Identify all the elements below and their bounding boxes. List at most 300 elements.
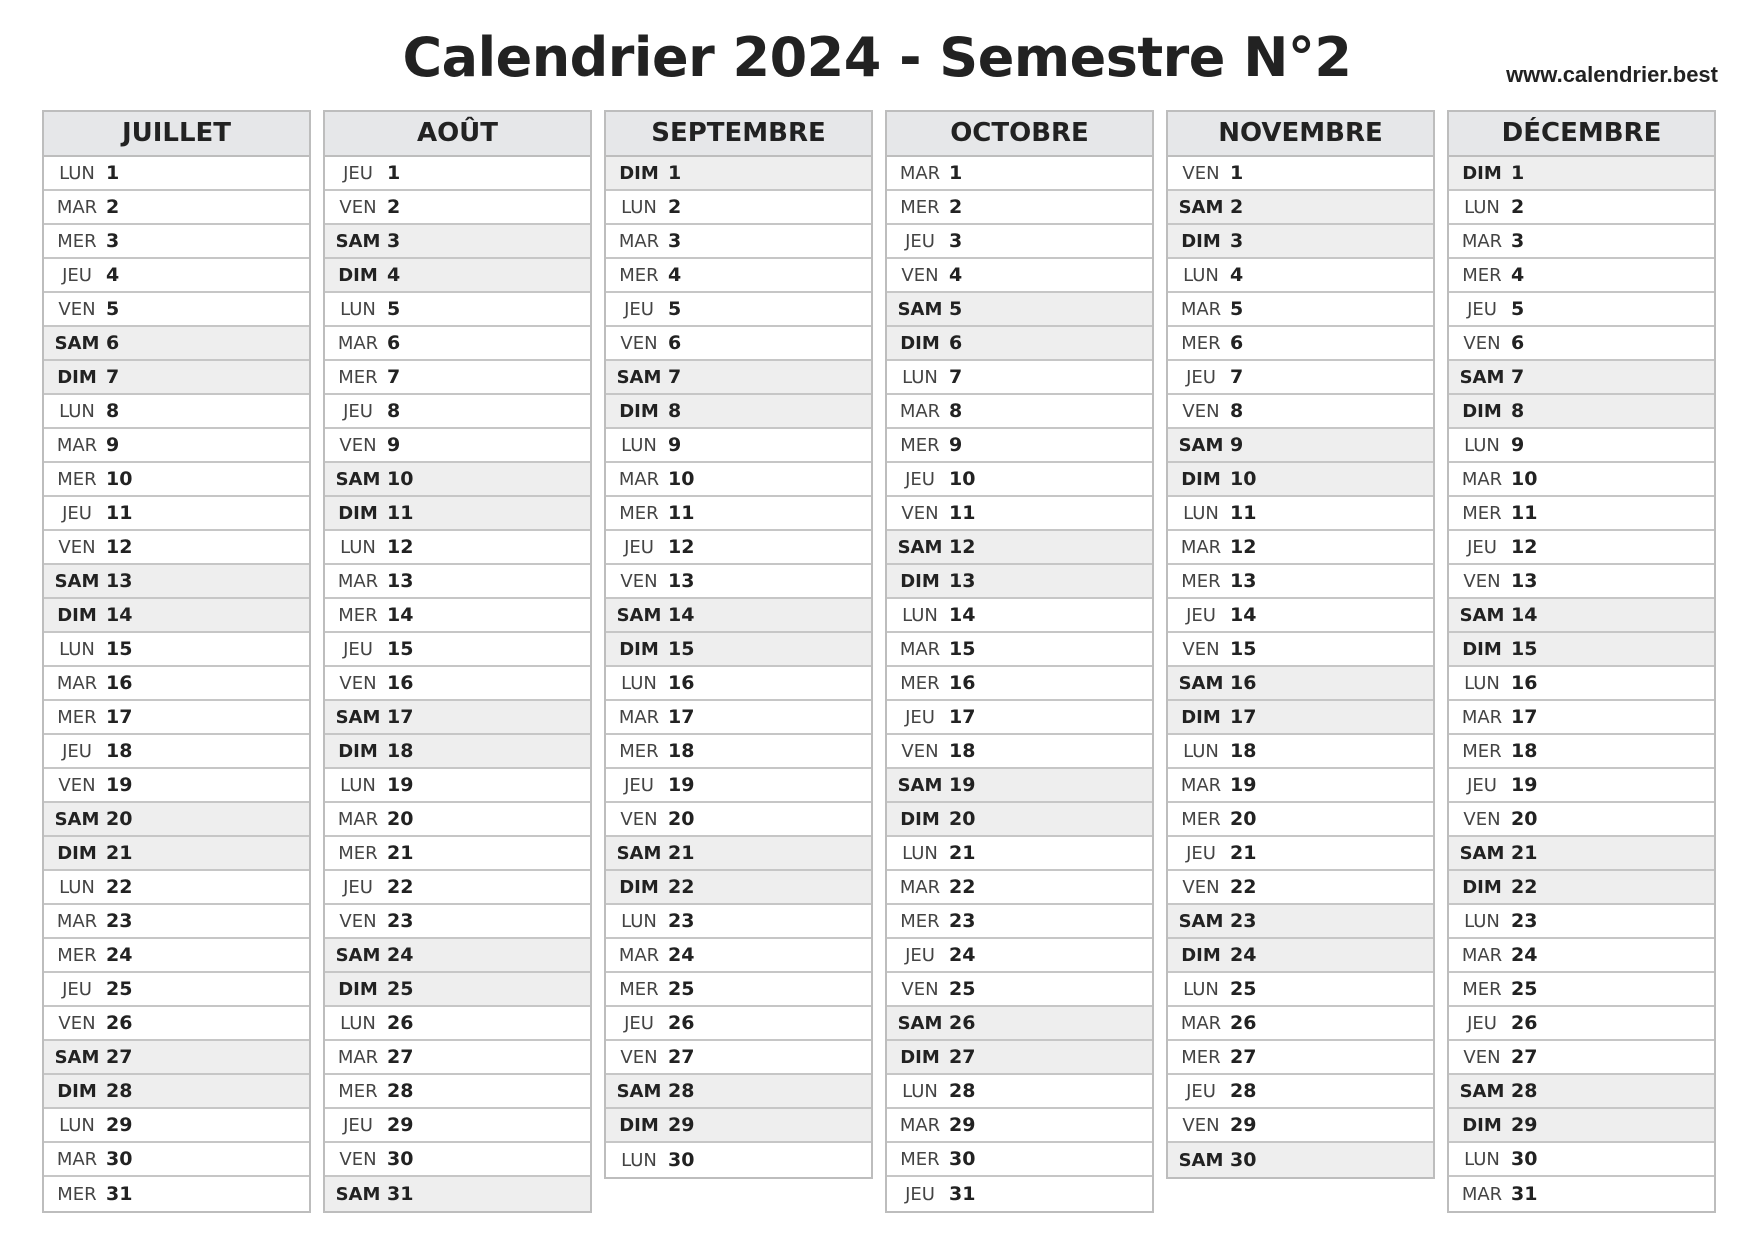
day-number: 4 bbox=[1230, 264, 1244, 286]
day-of-week: JEU bbox=[343, 162, 373, 184]
day-row bbox=[887, 225, 1152, 259]
day-number: 14 bbox=[387, 604, 414, 626]
day-row bbox=[1168, 497, 1433, 531]
day-number: 7 bbox=[1511, 366, 1525, 388]
day-number: 1 bbox=[387, 162, 401, 184]
month-header: OCTOBRE bbox=[887, 112, 1152, 157]
day-row bbox=[887, 259, 1152, 293]
day-row bbox=[1168, 973, 1433, 1007]
day-of-week: LUN bbox=[340, 298, 376, 320]
month-header: SEPTEMBRE bbox=[606, 112, 871, 157]
day-of-week: LUN bbox=[902, 366, 938, 388]
day-row bbox=[1168, 463, 1433, 497]
day-number: 1 bbox=[668, 162, 682, 184]
day-of-week: DIM bbox=[57, 842, 97, 864]
day-number: 16 bbox=[1230, 672, 1257, 694]
day-row bbox=[887, 769, 1152, 803]
day-number: 19 bbox=[387, 774, 414, 796]
day-of-week: MER bbox=[1462, 264, 1502, 286]
day-of-week: MAR bbox=[1461, 1183, 1503, 1205]
day-number: 28 bbox=[1511, 1080, 1538, 1102]
day-of-week: LUN bbox=[59, 876, 95, 898]
day-of-week: MER bbox=[57, 230, 97, 252]
day-number: 9 bbox=[106, 434, 120, 456]
day-number: 12 bbox=[387, 536, 414, 558]
day-number: 8 bbox=[1511, 400, 1525, 422]
day-number: 26 bbox=[949, 1012, 976, 1034]
day-of-week: MAR bbox=[1461, 468, 1503, 490]
day-of-week: SAM bbox=[1178, 672, 1224, 694]
day-of-week: SAM bbox=[897, 536, 943, 558]
day-number: 13 bbox=[387, 570, 414, 592]
day-of-week: VEN bbox=[58, 774, 96, 796]
day-number: 20 bbox=[1511, 808, 1538, 830]
day-row bbox=[44, 1177, 309, 1211]
day-number: 10 bbox=[1230, 468, 1257, 490]
day-of-week: LUN bbox=[902, 604, 938, 626]
day-of-week: JEU bbox=[62, 740, 92, 762]
day-of-week: SAM bbox=[1178, 910, 1224, 932]
day-of-week: JEU bbox=[343, 400, 373, 422]
day-number: 9 bbox=[1511, 434, 1525, 456]
day-of-week: MAR bbox=[899, 162, 941, 184]
day-number: 31 bbox=[106, 1183, 133, 1205]
day-number: 16 bbox=[1511, 672, 1538, 694]
day-row bbox=[44, 973, 309, 1007]
day-row bbox=[1168, 837, 1433, 871]
day-row bbox=[887, 1007, 1152, 1041]
day-row bbox=[44, 803, 309, 837]
day-row bbox=[1168, 531, 1433, 565]
day-of-week: JEU bbox=[62, 264, 92, 286]
day-of-week: LUN bbox=[1464, 434, 1500, 456]
day-of-week: VEN bbox=[339, 434, 377, 456]
day-of-week: SAM bbox=[54, 1046, 100, 1068]
day-number: 23 bbox=[1511, 910, 1538, 932]
day-number: 22 bbox=[106, 876, 133, 898]
day-row bbox=[1449, 1007, 1714, 1041]
day-number: 25 bbox=[387, 978, 414, 1000]
day-row bbox=[44, 939, 309, 973]
day-row bbox=[325, 429, 590, 463]
day-of-week: SAM bbox=[1459, 842, 1505, 864]
day-row bbox=[887, 191, 1152, 225]
day-of-week: JEU bbox=[624, 1012, 654, 1034]
day-number: 10 bbox=[387, 468, 414, 490]
day-row bbox=[887, 327, 1152, 361]
day-row bbox=[44, 1075, 309, 1109]
day-of-week: MAR bbox=[56, 196, 98, 218]
day-of-week: MAR bbox=[1461, 944, 1503, 966]
day-row bbox=[1449, 463, 1714, 497]
day-number: 9 bbox=[668, 434, 682, 456]
day-row bbox=[44, 735, 309, 769]
day-of-week: MAR bbox=[1180, 774, 1222, 796]
day-row bbox=[606, 191, 871, 225]
day-row bbox=[606, 1007, 871, 1041]
day-row bbox=[325, 395, 590, 429]
day-number: 11 bbox=[949, 502, 976, 524]
day-of-week: MAR bbox=[618, 706, 660, 728]
day-of-week: VEN bbox=[1182, 1114, 1220, 1136]
day-row bbox=[887, 1041, 1152, 1075]
day-of-week: LUN bbox=[1183, 978, 1219, 1000]
day-number: 27 bbox=[949, 1046, 976, 1068]
day-row bbox=[44, 701, 309, 735]
day-of-week: DIM bbox=[1462, 876, 1502, 898]
day-row bbox=[325, 1143, 590, 1177]
day-number: 24 bbox=[668, 944, 695, 966]
day-row bbox=[1449, 803, 1714, 837]
day-of-week: DIM bbox=[1462, 638, 1502, 660]
day-row bbox=[1449, 259, 1714, 293]
day-of-week: MAR bbox=[1461, 230, 1503, 252]
day-row bbox=[1449, 769, 1714, 803]
day-row bbox=[1449, 1109, 1714, 1143]
day-of-week: SAM bbox=[1459, 1080, 1505, 1102]
month-header: JUILLET bbox=[44, 112, 309, 157]
day-of-week: VEN bbox=[1182, 638, 1220, 660]
day-of-week: MER bbox=[57, 1183, 97, 1205]
day-row bbox=[325, 871, 590, 905]
day-row bbox=[1168, 701, 1433, 735]
day-number: 7 bbox=[387, 366, 401, 388]
day-number: 15 bbox=[387, 638, 414, 660]
day-row bbox=[325, 701, 590, 735]
day-number: 3 bbox=[1511, 230, 1525, 252]
day-of-week: JEU bbox=[1467, 536, 1497, 558]
day-row bbox=[1168, 769, 1433, 803]
day-of-week: LUN bbox=[340, 1012, 376, 1034]
day-row bbox=[325, 633, 590, 667]
day-number: 16 bbox=[106, 672, 133, 694]
day-number: 2 bbox=[668, 196, 682, 218]
day-of-week: LUN bbox=[340, 774, 376, 796]
day-row bbox=[1168, 905, 1433, 939]
day-of-week: MER bbox=[1462, 740, 1502, 762]
months-grid bbox=[42, 110, 1716, 1220]
day-number: 8 bbox=[387, 400, 401, 422]
day-row bbox=[1449, 939, 1714, 973]
day-of-week: VEN bbox=[620, 808, 658, 830]
day-row bbox=[325, 1041, 590, 1075]
day-of-week: MER bbox=[1181, 1046, 1221, 1068]
day-row bbox=[1449, 1177, 1714, 1211]
day-of-week: VEN bbox=[620, 1046, 658, 1068]
day-row bbox=[325, 565, 590, 599]
day-row bbox=[887, 1143, 1152, 1177]
day-number: 22 bbox=[1230, 876, 1257, 898]
day-of-week: SAM bbox=[616, 604, 662, 626]
day-number: 12 bbox=[1511, 536, 1538, 558]
day-number: 4 bbox=[668, 264, 682, 286]
month-column bbox=[1447, 110, 1716, 1213]
day-number: 4 bbox=[949, 264, 963, 286]
day-row bbox=[887, 735, 1152, 769]
day-number: 19 bbox=[668, 774, 695, 796]
day-number: 4 bbox=[1511, 264, 1525, 286]
day-row bbox=[1449, 1143, 1714, 1177]
day-row bbox=[1168, 871, 1433, 905]
day-of-week: DIM bbox=[619, 162, 659, 184]
day-number: 25 bbox=[106, 978, 133, 1000]
day-of-week: SAM bbox=[54, 808, 100, 830]
day-of-week: JEU bbox=[905, 706, 935, 728]
day-row bbox=[1449, 191, 1714, 225]
day-row bbox=[325, 905, 590, 939]
day-row bbox=[1449, 531, 1714, 565]
day-of-week: MER bbox=[57, 706, 97, 728]
day-row bbox=[1449, 973, 1714, 1007]
day-row bbox=[325, 531, 590, 565]
day-row bbox=[325, 157, 590, 191]
day-row bbox=[887, 157, 1152, 191]
day-of-week: VEN bbox=[339, 910, 377, 932]
day-of-week: LUN bbox=[902, 1080, 938, 1102]
day-row bbox=[1449, 837, 1714, 871]
day-number: 10 bbox=[1511, 468, 1538, 490]
day-row bbox=[1168, 1109, 1433, 1143]
day-of-week: MER bbox=[1181, 808, 1221, 830]
day-of-week: DIM bbox=[1181, 230, 1221, 252]
day-row bbox=[887, 633, 1152, 667]
day-number: 5 bbox=[949, 298, 963, 320]
day-number: 8 bbox=[949, 400, 963, 422]
day-row bbox=[606, 1143, 871, 1177]
day-row bbox=[606, 565, 871, 599]
day-number: 31 bbox=[1511, 1183, 1538, 1205]
day-row bbox=[325, 293, 590, 327]
day-of-week: MAR bbox=[56, 672, 98, 694]
day-row bbox=[606, 905, 871, 939]
day-of-week: JEU bbox=[62, 978, 92, 1000]
day-row bbox=[325, 327, 590, 361]
day-of-week: MAR bbox=[899, 876, 941, 898]
day-of-week: SAM bbox=[54, 332, 100, 354]
day-of-week: JEU bbox=[343, 876, 373, 898]
day-row bbox=[1168, 293, 1433, 327]
day-row bbox=[44, 633, 309, 667]
day-number: 24 bbox=[1230, 944, 1257, 966]
day-of-week: JEU bbox=[1186, 604, 1216, 626]
day-of-week: MER bbox=[338, 366, 378, 388]
day-number: 26 bbox=[106, 1012, 133, 1034]
day-number: 28 bbox=[387, 1080, 414, 1102]
day-number: 17 bbox=[949, 706, 976, 728]
day-number: 1 bbox=[106, 162, 120, 184]
day-number: 2 bbox=[949, 196, 963, 218]
day-of-week: MAR bbox=[899, 400, 941, 422]
day-row bbox=[325, 973, 590, 1007]
day-number: 1 bbox=[1230, 162, 1244, 184]
day-row bbox=[325, 259, 590, 293]
day-of-week: DIM bbox=[338, 264, 378, 286]
day-row bbox=[1168, 225, 1433, 259]
day-of-week: MER bbox=[57, 944, 97, 966]
day-row bbox=[44, 327, 309, 361]
day-row bbox=[1449, 871, 1714, 905]
day-of-week: MAR bbox=[1461, 706, 1503, 728]
day-of-week: SAM bbox=[335, 230, 381, 252]
day-number: 19 bbox=[949, 774, 976, 796]
day-number: 20 bbox=[949, 808, 976, 830]
day-number: 4 bbox=[106, 264, 120, 286]
day-of-week: JEU bbox=[1186, 1080, 1216, 1102]
day-row bbox=[606, 1041, 871, 1075]
day-of-week: MER bbox=[900, 196, 940, 218]
day-of-week: SAM bbox=[1178, 196, 1224, 218]
day-of-week: DIM bbox=[619, 638, 659, 660]
month-header: NOVEMBRE bbox=[1168, 112, 1433, 157]
day-of-week: SAM bbox=[1178, 434, 1224, 456]
day-number: 11 bbox=[387, 502, 414, 524]
day-of-week: MER bbox=[1181, 332, 1221, 354]
day-row bbox=[325, 1075, 590, 1109]
day-of-week: VEN bbox=[901, 978, 939, 1000]
day-of-week: MER bbox=[338, 842, 378, 864]
day-of-week: DIM bbox=[1181, 944, 1221, 966]
day-of-week: LUN bbox=[902, 842, 938, 864]
day-number: 28 bbox=[106, 1080, 133, 1102]
day-number: 21 bbox=[1511, 842, 1538, 864]
day-number: 30 bbox=[1511, 1148, 1538, 1170]
day-row bbox=[325, 599, 590, 633]
day-of-week: VEN bbox=[1182, 162, 1220, 184]
day-row bbox=[44, 157, 309, 191]
day-number: 21 bbox=[949, 842, 976, 864]
day-number: 30 bbox=[668, 1149, 695, 1171]
day-of-week: MER bbox=[1462, 978, 1502, 1000]
day-number: 7 bbox=[668, 366, 682, 388]
day-number: 20 bbox=[668, 808, 695, 830]
day-of-week: VEN bbox=[58, 298, 96, 320]
day-row bbox=[606, 395, 871, 429]
day-of-week: MAR bbox=[618, 230, 660, 252]
day-row bbox=[887, 463, 1152, 497]
day-row bbox=[1168, 361, 1433, 395]
day-row bbox=[1449, 633, 1714, 667]
day-of-week: VEN bbox=[1463, 808, 1501, 830]
day-row bbox=[1449, 565, 1714, 599]
day-row bbox=[325, 803, 590, 837]
day-number: 29 bbox=[1230, 1114, 1257, 1136]
day-number: 5 bbox=[106, 298, 120, 320]
day-of-week: DIM bbox=[900, 808, 940, 830]
day-of-week: SAM bbox=[897, 774, 943, 796]
day-of-week: LUN bbox=[59, 162, 95, 184]
day-row bbox=[44, 1109, 309, 1143]
month-column bbox=[1166, 110, 1435, 1179]
day-number: 3 bbox=[668, 230, 682, 252]
day-of-week: VEN bbox=[1463, 332, 1501, 354]
day-row bbox=[1449, 905, 1714, 939]
day-number: 18 bbox=[387, 740, 414, 762]
day-number: 19 bbox=[106, 774, 133, 796]
day-row bbox=[1168, 1041, 1433, 1075]
day-row bbox=[887, 939, 1152, 973]
day-number: 29 bbox=[1511, 1114, 1538, 1136]
day-of-week: JEU bbox=[905, 1183, 935, 1205]
day-number: 16 bbox=[387, 672, 414, 694]
day-number: 12 bbox=[106, 536, 133, 558]
day-number: 24 bbox=[387, 944, 414, 966]
day-number: 10 bbox=[106, 468, 133, 490]
day-of-week: MER bbox=[900, 672, 940, 694]
day-row bbox=[44, 259, 309, 293]
day-of-week: DIM bbox=[338, 978, 378, 1000]
day-number: 25 bbox=[949, 978, 976, 1000]
day-row bbox=[606, 259, 871, 293]
day-row bbox=[1168, 633, 1433, 667]
day-number: 27 bbox=[668, 1046, 695, 1068]
day-of-week: DIM bbox=[338, 740, 378, 762]
day-row bbox=[606, 599, 871, 633]
day-number: 14 bbox=[1511, 604, 1538, 626]
day-of-week: MAR bbox=[1180, 298, 1222, 320]
day-of-week: JEU bbox=[624, 536, 654, 558]
day-of-week: MER bbox=[338, 1080, 378, 1102]
day-row bbox=[887, 293, 1152, 327]
day-of-week: DIM bbox=[1462, 1114, 1502, 1136]
day-of-week: SAM bbox=[616, 1080, 662, 1102]
day-row bbox=[44, 225, 309, 259]
day-row bbox=[1168, 803, 1433, 837]
day-row bbox=[44, 1143, 309, 1177]
day-of-week: JEU bbox=[905, 468, 935, 490]
day-row bbox=[44, 191, 309, 225]
day-number: 11 bbox=[1230, 502, 1257, 524]
day-number: 6 bbox=[949, 332, 963, 354]
day-row bbox=[606, 327, 871, 361]
day-number: 29 bbox=[106, 1114, 133, 1136]
day-of-week: VEN bbox=[1182, 876, 1220, 898]
day-number: 27 bbox=[1511, 1046, 1538, 1068]
day-of-week: SAM bbox=[335, 1183, 381, 1205]
day-number: 27 bbox=[1230, 1046, 1257, 1068]
day-number: 15 bbox=[1511, 638, 1538, 660]
day-row bbox=[1449, 361, 1714, 395]
day-of-week: MER bbox=[619, 264, 659, 286]
day-row bbox=[1449, 293, 1714, 327]
day-row bbox=[606, 701, 871, 735]
day-row bbox=[887, 599, 1152, 633]
day-row bbox=[1168, 599, 1433, 633]
day-row bbox=[606, 735, 871, 769]
day-row bbox=[1168, 939, 1433, 973]
day-of-week: MER bbox=[619, 978, 659, 1000]
day-row bbox=[887, 701, 1152, 735]
day-number: 10 bbox=[668, 468, 695, 490]
month-column bbox=[885, 110, 1154, 1213]
day-row bbox=[606, 429, 871, 463]
day-number: 12 bbox=[1230, 536, 1257, 558]
day-number: 17 bbox=[668, 706, 695, 728]
day-of-week: MAR bbox=[56, 910, 98, 932]
day-row bbox=[1449, 429, 1714, 463]
day-of-week: MAR bbox=[56, 434, 98, 456]
day-number: 20 bbox=[387, 808, 414, 830]
day-number: 30 bbox=[949, 1148, 976, 1170]
day-row bbox=[1168, 429, 1433, 463]
day-number: 13 bbox=[106, 570, 133, 592]
day-of-week: VEN bbox=[620, 570, 658, 592]
day-number: 25 bbox=[1511, 978, 1538, 1000]
day-of-week: SAM bbox=[335, 944, 381, 966]
day-number: 15 bbox=[668, 638, 695, 660]
day-of-week: SAM bbox=[1178, 1149, 1224, 1171]
day-row bbox=[44, 293, 309, 327]
day-row bbox=[1168, 259, 1433, 293]
